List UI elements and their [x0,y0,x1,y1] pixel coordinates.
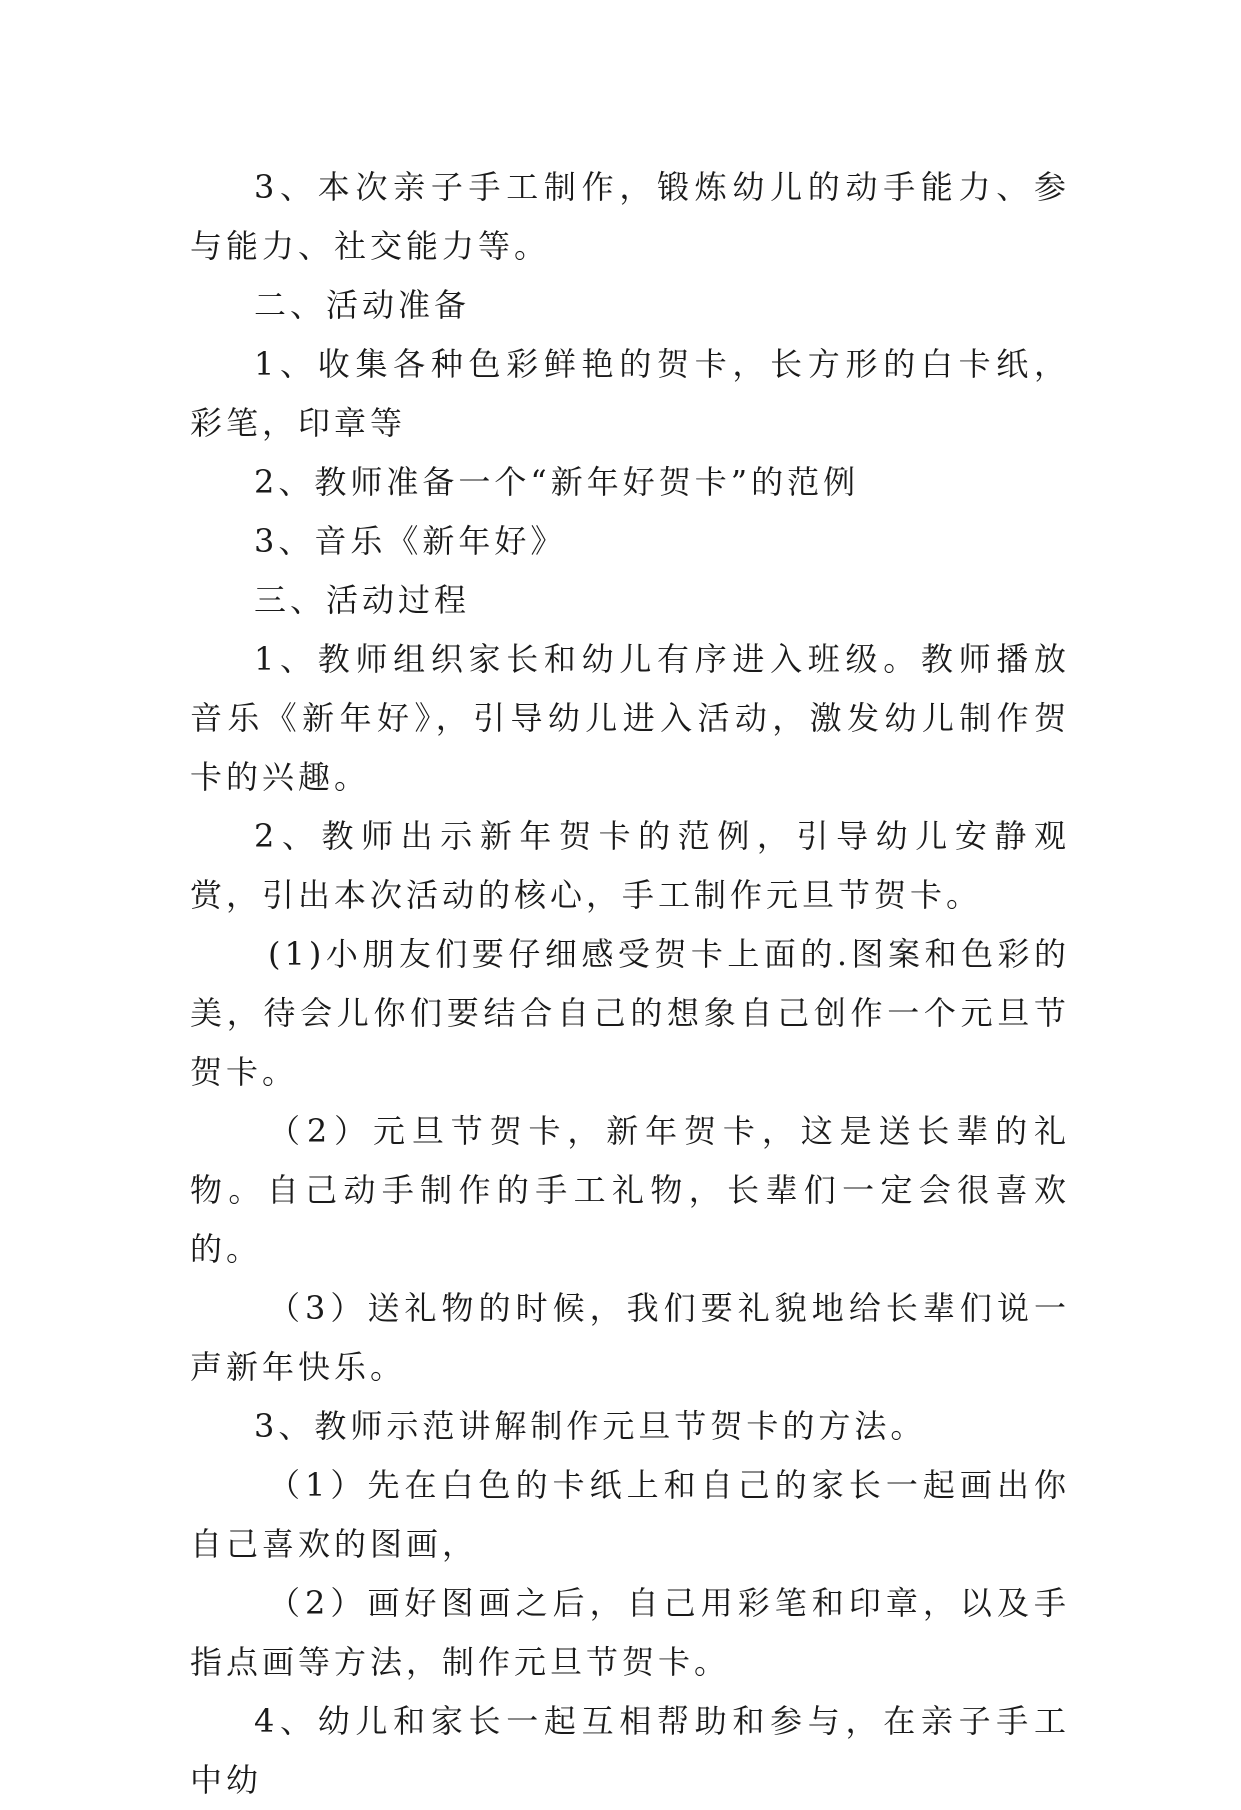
paragraph-prep-2: 2、教师准备一个“新年好贺卡”的范例 [254,463,860,501]
document-body [190,158,1070,1810]
paragraph-process-3: 3、教师示范讲解制作元旦节贺卡的方法。 [254,1407,927,1445]
section-heading-process: 三、活动过程 [254,581,471,619]
paragraph-process-3-sub-2: （2）画好图画之后，自己用彩笔和印章，以及手指点画等方法，制作元旦节贺卡。 [190,1584,1070,1681]
paragraph-process-3-sub-1: （1）先在白色的卡纸上和自己的家长一起画出你自己喜欢的图画， [190,1466,1070,1563]
paragraph-process-2-sub-2: （2）元旦节贺卡，新年贺卡，这是送长辈的礼物。自己动手制作的手工礼物，长辈们一定会很喜欢的。 [190,1112,1070,1268]
paragraph-process-2: 2、教师出示新年贺卡的范例，引导幼儿安静观赏，引出本次活动的核心，手工制作元旦节贺卡。 [190,817,1070,914]
paragraph-prep-1: 1、收集各种色彩鲜艳的贺卡，长方形的白卡纸，彩笔，印章等 [190,345,1070,442]
section-heading-preparation: 二、活动准备 [254,286,471,324]
paragraph-process-4: 4、幼儿和家长一起互相帮助和参与，在亲子手工中幼 [190,1702,1070,1799]
paragraph-process-2-sub-1: (1)小朋友们要仔细感受贺卡上面的.图案和色彩的美，待会儿你们要结合自己的想象自己创作一个元旦节贺卡。 [190,935,1070,1091]
paragraph-process-2-sub-3: （3）送礼物的时候，我们要礼貌地给长辈们说一声新年快乐。 [190,1289,1070,1386]
paragraph-process-1: 1、教师组织家长和幼儿有序进入班级。教师播放音乐《新年好》，引导幼儿进入活动，激发幼儿制作贺卡的兴趣。 [190,640,1070,796]
paragraph-prep-3: 3、音乐《新年好》 [254,522,567,560]
paragraph-goal-3: 3、本次亲子手工制作，锻炼幼儿的动手能力、参与能力、社交能力等。 [190,168,1070,265]
